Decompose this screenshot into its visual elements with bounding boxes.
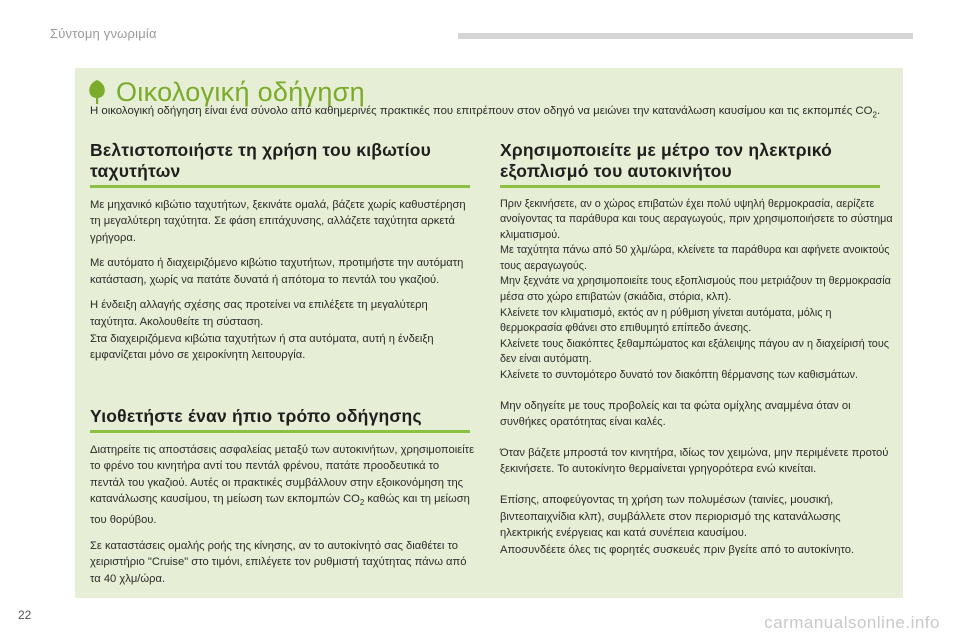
multimedia-text-1: Επίσης, αποφεύγοντας τη χρήση των πολυμέσων (ταινίες, μουσική, βιντεοπαιχνίδια κλπ), συμβάλλετε στον περιορισμό της κατανάλωσης ηλεκτρικής ενέργειας και κατά συνέπεια καυσίμου. — [500, 494, 841, 540]
eco-driving-intro — [90, 103, 890, 123]
eco-driving-title: Οικολογική οδήγηση — [116, 76, 365, 107]
smooth-text: Διατηρείτε τις αποστάσεις ασφαλείας μεταξύ των αυτοκινήτων, χρησιμοποιείτε το φρένο του κινητήρα αντί του πεντάλ φρένου, πατάτε προοδευτικά το πεντάλ του γκαζιού. Αυτές οι πρακτικές συμβάλλουν στην εξοικονόμηση της κατανάλωσης καυσίμου, τη μείωση των εκπομπών CO — [90, 443, 475, 506]
header-divider-bar — [458, 33, 913, 39]
smooth-driving-section — [90, 406, 475, 596]
leaf-icon — [86, 79, 108, 105]
indicator-text-1: Η ένδειξη αλλαγής σχέσης σας προτείνει να επιλέξετε τη μεγαλύτερη ταχύτητα. Ακολουθείτε τη σύσταση. — [90, 299, 428, 329]
electrical-heading: Χρησιμοποιείτε με μέτρο τον ηλεκτρικό εξοπλισμό του αυτοκινήτου — [500, 140, 833, 181]
intro-subscript: 2 — [872, 110, 877, 120]
smooth-driving-paragraph-1 — [90, 442, 475, 529]
heading-underline — [90, 185, 470, 188]
watermark: carmanualsonline.info — [764, 613, 940, 632]
intro-end: . — [876, 105, 881, 117]
smooth-subscript: 2 — [359, 498, 365, 508]
multimedia-paragraph — [500, 492, 895, 558]
page-number: 22 — [18, 608, 32, 622]
gearbox-section — [90, 140, 475, 373]
gearbox-paragraph-manual: Με μηχανικό κιβώτιο ταχυτήτων, ξεκινάτε ομαλά, βάζετε χωρίς καθυστέρηση τη μεγαλύτερη ταχύτητα. Σε φάση επιτάχυνσης, αλλάζετε ταχύτητα αρκετά γρήγορα. — [90, 198, 466, 244]
multimedia-text-2: Αποσυνδέετε όλες τις φορητές συσκευές πριν βγείτε από το αυτοκίνητο. — [500, 543, 855, 556]
indicator-text-2: Στα διαχειριζόμενα κιβώτια ταχυτήτων ή στα αυτόματα, αυτή η ένδειξη εμφανίζεται μόνο σε χειροκίνητη λειτουργία. — [90, 332, 434, 362]
electrical-line-2: Με ταχύτητα πάνω από 50 χλμ/ώρα, κλείνετε τα παράθυρα και αφήνετε ανοικτούς τους αεραγωγούς. — [500, 244, 890, 272]
headlights-paragraph: Μην οδηγείτε με τους προβολείς και τα φώτα ομίχλης αναμμένα όταν οι συνθήκες ορατότητας είναι καλές. — [500, 399, 851, 429]
electrical-line-3: Μην ξεχνάτε να χρησιμοποιείτε τους εξοπλισμούς που μετριάζουν τη θερμοκρασία μέσα στο χώρο επιβατών (σκιάδια, στόρια, κλπ). — [500, 275, 891, 304]
gearbox-paragraph-indicator — [90, 297, 475, 363]
electrical-line-5: Κλείνετε τους διακόπτες ξεθαμπώματος και εξάλειψης πάγου αν η διαχείρισή τους δεν είναι αυτόματη. — [500, 337, 889, 366]
electrical-paragraph-list — [500, 197, 895, 384]
page-section-title: Σύντομη γνωριμία — [50, 26, 157, 41]
intro-text: Η οικολογική οδήγηση είναι ένα σύνολο από καθημερινές πρακτικές που επιτρέπουν στον οδηγό να μειώνει την κατανάλωση καυσίμου και τις εκπομπές CO — [90, 105, 873, 117]
smooth-driving-paragraph-2: Σε καταστάσεις ομαλής ροής της κίνησης, αν το αυτοκίνητό σας διαθέτει το χειριστήριο "Cruise" στο τιμόνι, επιλέγετε τον ρυθμιστή ταχύτητας πάνω από τα 40 χλμ/ώρα. — [90, 539, 467, 585]
smooth-driving-heading: Υιοθετήστε έναν ήπιο τρόπο οδήγησης — [90, 406, 422, 426]
heading-underline — [90, 430, 470, 433]
heading-underline — [500, 185, 880, 188]
electrical-line-1: Πριν ξεκινήσετε, αν ο χώρος επιβατών έχει πολύ υψηλή θερμοκρασία, αερίζετε ανοίγοντας τα παράθυρα και τους αεραγωγούς, πριν χρησιμοποιήσετε το σύστημα κλιματισμού. — [500, 197, 893, 241]
smooth-text-end: καθώς και τη μείωση του θορύβου. — [90, 493, 470, 527]
electrical-line-6: Κλείνετε το συντομότερο δυνατό τον διακόπτη θέρμανσης των καθισμάτων. — [500, 369, 859, 382]
gearbox-heading: Βελτιστοποιήστε τη χρήση του κιβωτίου ταχυτήτων — [90, 140, 432, 181]
gearbox-paragraph-automatic: Με αυτόματο ή διαχειριζόμενο κιβώτιο ταχυτήτων, προτιμήστε την αυτόματη κατάσταση, χωρίς να πατάτε δυνατά ή απότομα το πεντάλ του γκαζιού. — [90, 257, 464, 286]
engine-warmup-paragraph: Όταν βάζετε μπροστά τον κινητήρα, ιδίως τον χειμώνα, μην περιμένετε προτού ξεκινήσετε. Το αυτοκίνητο θερμαίνεται γρηγορότερα ενώ κινείται. — [500, 446, 889, 476]
electrical-line-4: Κλείνετε τον κλιματισμό, εκτός αν η ρύθμιση γίνεται αυτόματα, μόλις η θερμοκρασία φθάνει στο επιθυμητό επίπεδο άνεσης. — [500, 306, 832, 335]
electrical-equipment-section — [500, 140, 895, 567]
